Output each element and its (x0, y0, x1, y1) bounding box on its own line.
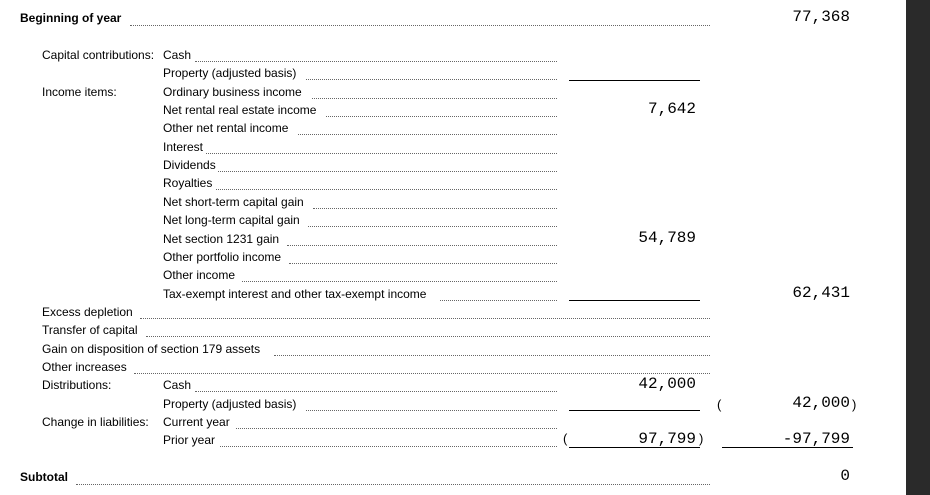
tax-exempt-income-label: Tax-exempt interest and other tax-exempt income (163, 287, 427, 301)
open-paren: ( (717, 397, 722, 412)
prior-year-value: 97,799 (638, 430, 696, 448)
leader-dots (306, 410, 557, 411)
distributions-group-label: Distributions: (42, 378, 112, 392)
interest-label: Interest (163, 140, 204, 154)
close-paren: ) (852, 397, 857, 412)
leader-dots (218, 171, 557, 172)
dividends-label: Dividends (163, 158, 216, 172)
net-rental-real-estate-label: Net rental real estate income (163, 103, 317, 117)
leader-dots (287, 245, 557, 246)
distributions-total-value: 42,000 (792, 394, 850, 412)
leader-dots (326, 116, 557, 117)
distributions-property-label: Property (adjusted basis) (163, 397, 297, 411)
other-income-label: Other income (163, 268, 236, 282)
excess-depletion-label: Excess depletion (42, 305, 133, 319)
prior-year-label: Prior year (163, 433, 216, 447)
royalties-label: Royalties (163, 176, 213, 190)
leader-dots (242, 281, 557, 282)
gain-section-179-label: Gain on disposition of section 179 assets (42, 342, 261, 356)
leader-dots (146, 336, 710, 337)
leader-dots (274, 355, 710, 356)
subtotal-rule (569, 447, 700, 448)
leader-dots (140, 318, 710, 319)
net-section-1231-gain-value: 54,789 (638, 229, 696, 247)
subtotal-rule (569, 410, 700, 411)
capital-contributions-cash-label: Cash (163, 48, 192, 62)
leader-dots (206, 153, 557, 154)
other-increases-label: Other increases (42, 360, 127, 374)
subtotal-rule (569, 80, 700, 81)
leader-dots (289, 263, 557, 264)
subtotal-label: Subtotal (20, 470, 68, 484)
ordinary-business-income-label: Ordinary business income (163, 85, 302, 99)
leader-dots (216, 189, 557, 190)
subtotal-rule (569, 300, 700, 301)
leader-dots (308, 226, 557, 227)
leader-dots (236, 428, 557, 429)
net-rental-real-estate-value: 7,642 (647, 100, 696, 118)
leader-dots (313, 208, 557, 209)
leader-dots (130, 25, 710, 26)
transfer-of-capital-label: Transfer of capital (42, 323, 138, 337)
leader-dots (134, 373, 710, 374)
capital-contributions-property-label: Property (adjusted basis) (163, 66, 297, 80)
other-net-rental-income-label: Other net rental income (163, 121, 289, 135)
distributions-cash-label: Cash (163, 378, 192, 392)
current-year-label: Current year (163, 415, 230, 429)
beginning-of-year-value: 77,368 (792, 8, 850, 26)
leader-dots (195, 391, 557, 392)
change-in-liabilities-group-label: Change in liabilities: (42, 415, 149, 429)
leader-dots (306, 79, 557, 80)
leader-dots (195, 61, 557, 62)
close-paren: ) (699, 431, 704, 446)
capital-contributions-group-label: Capital contributions: (42, 48, 155, 62)
open-paren: ( (563, 431, 568, 446)
net-short-term-capital-gain-label: Net short-term capital gain (163, 195, 304, 209)
subtotal-rule (722, 447, 853, 448)
leader-dots (440, 300, 557, 301)
net-long-term-capital-gain-label: Net long-term capital gain (163, 213, 300, 227)
leader-dots (220, 446, 557, 447)
beginning-of-year-label: Beginning of year (20, 11, 122, 25)
leader-dots (312, 98, 557, 99)
change-in-liabilities-total-value: -97,799 (782, 430, 850, 448)
subtotal-value: 0 (840, 467, 850, 485)
distributions-cash-value: 42,000 (638, 375, 696, 393)
net-section-1231-gain-label: Net section 1231 gain (163, 232, 280, 246)
window-edge-panel (906, 0, 930, 495)
income-items-group-label: Income items: (42, 85, 117, 99)
income-items-total-value: 62,431 (792, 284, 850, 302)
other-portfolio-income-label: Other portfolio income (163, 250, 282, 264)
leader-dots (76, 484, 710, 485)
leader-dots (298, 134, 557, 135)
